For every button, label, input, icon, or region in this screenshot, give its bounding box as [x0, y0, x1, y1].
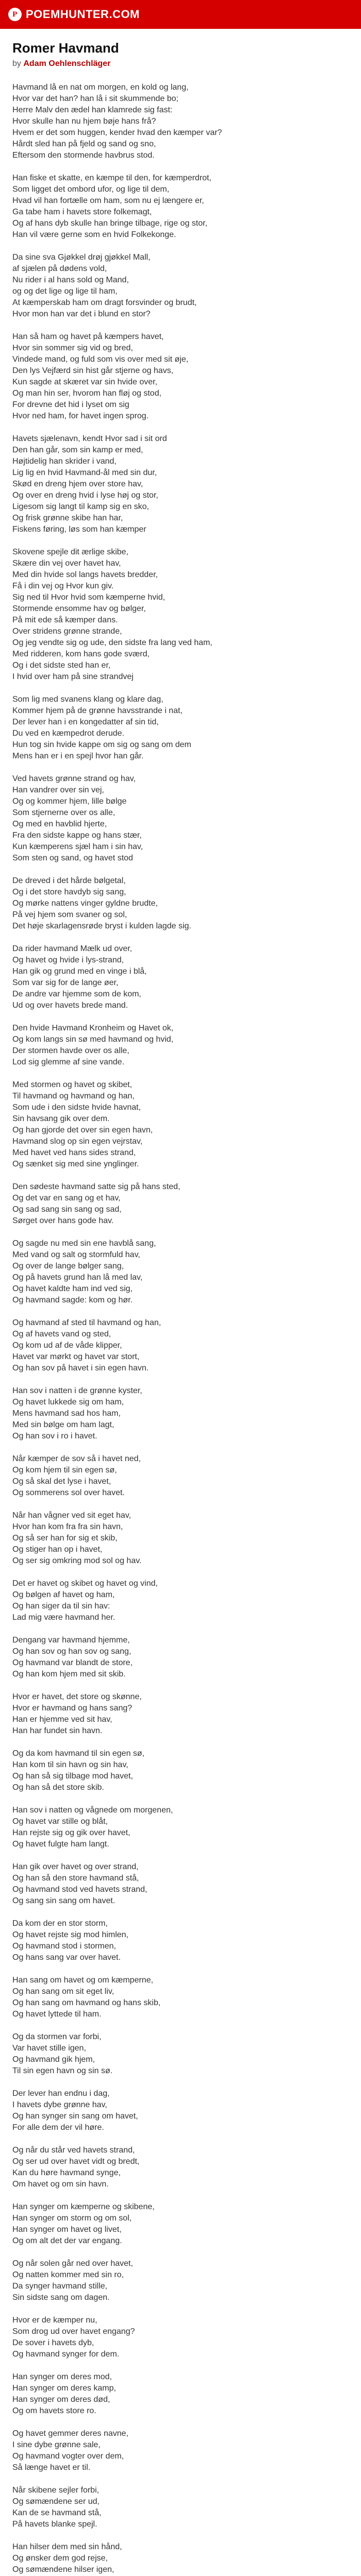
poem-stanza — [12, 1635, 349, 1680]
poem-line: Hvor er havmand og hans sang? — [12, 1704, 133, 1713]
poem-stanza — [12, 1023, 349, 1068]
poem-line: Om havet og om sin havn. — [12, 2180, 109, 2189]
poem-line: Han sang om havet og om kæmperne, — [12, 1976, 154, 1985]
poem-stanza — [12, 2031, 349, 2077]
poem-line: Og om havets store ro. — [12, 2406, 96, 2415]
poem-line: Højtidelig han skrider i vand, — [12, 457, 117, 466]
poem-line: Og han så det store skib. — [12, 1783, 104, 1792]
poem-line: Eftersom den stormende havbrus stod. — [12, 151, 155, 160]
poem-line: Og da stormen var forbi, — [12, 2032, 102, 2041]
poem-line: Havets sjælenavn, kendt Hvor sad i sit ord — [12, 434, 167, 443]
poem-line: Og havet rejste sig mod himlen, — [12, 1930, 128, 1939]
byline-prefix: by — [12, 59, 21, 68]
poem-line: At kæmperskab ham om dragt forsvinder og brudt, — [12, 298, 197, 307]
poem-line: Og havet lukkede sig om ham, — [12, 1398, 124, 1406]
poem-stanza — [12, 82, 349, 161]
poem-line: Kun sagde at skæret var sin hvide over, — [12, 378, 158, 386]
poem-line: Han er hjemme ved sit hav, — [12, 1715, 112, 1724]
poem-line: Og ser ud over havet vidt og bredt, — [12, 2157, 140, 2166]
site-header — [0, 0, 361, 29]
poem-stanza — [12, 2088, 349, 2133]
poem-line: Og ønsker dem god rejse, — [12, 2554, 108, 2563]
poem-line: Og sad sang sin sang og sad, — [12, 1205, 122, 1214]
poem-line: Og af havets vand og sted, — [12, 1330, 111, 1338]
poem-line: Til sin egen havn og sin sø. — [12, 2066, 113, 2075]
poem-line: Da kom der en stor storm, — [12, 1919, 108, 1928]
poem-stanza — [12, 2428, 349, 2473]
poem-line: Med ridderen, kom hans gode sværd, — [12, 650, 150, 658]
poem-line: Og havet og hvide i lys-strand, — [12, 956, 124, 964]
poem-stanza — [12, 773, 349, 864]
poem-line: Og sømændene ser ud, — [12, 2497, 100, 2506]
poem-stanza — [12, 2201, 349, 2247]
poem-line: Han så ham og havet på kæmpers havet, — [12, 332, 164, 341]
poem-stanza — [12, 1861, 349, 1907]
poem-line: For alle dem der vil høre. — [12, 2123, 104, 2132]
poem-line: De sover i havets dyb, — [12, 2338, 94, 2347]
poem-stanza — [12, 1975, 349, 2020]
poem-stanza — [12, 1805, 349, 1850]
poem-stanza — [12, 2541, 349, 2576]
poem-line: Stormende ensomme hav og bølger, — [12, 604, 146, 613]
poem-line: Og kom ud af de våde klipper, — [12, 1341, 122, 1350]
poem-line: Den hvide Havmand Kronheim og Havet ok, — [12, 1024, 174, 1032]
poem-line: Han gik over havet og over strand, — [12, 1862, 139, 1871]
poem-stanza — [12, 1317, 349, 1374]
poem-line: Og det var en sang og et hav, — [12, 1194, 121, 1202]
poem-line: Og sømændene hilser igen, — [12, 2565, 114, 2574]
poem-line: Og han gjorde det over sin egen havn, — [12, 1126, 153, 1134]
poem-line: Der lever han endnu i dag, — [12, 2089, 110, 2098]
poem-line: I sine dybe grønne sale, — [12, 2441, 101, 2449]
poem-line: Kan de se havmand stå, — [12, 2509, 102, 2517]
poem-line: Med stormen og havet og skibet, — [12, 1080, 133, 1089]
poem-line: Og af hans dyb skulle han bringe tilbage, rige og stor, — [12, 219, 208, 228]
poem-line: Og på havets grund han lå med lav, — [12, 1273, 143, 1282]
poem-line: Som var sig for de lange øer, — [12, 978, 119, 987]
poem-line: Havmand lå en nat om morgen, en kold og lang, — [12, 83, 189, 92]
poem-line: Hun tog sin hvide kappe om sig og sang om dem — [12, 740, 191, 749]
poem-stanza — [12, 2315, 349, 2360]
poem-line: Og mørke nattens vinger gyldne brudte, — [12, 899, 158, 908]
poem-line: Ud og over havets brede mand. — [12, 1001, 128, 1010]
poem-line: Hårdt sled han på fjeld og sand og sno, — [12, 140, 156, 148]
poem-line: Vindede mand, og fuld som vis over med sit øje, — [12, 355, 189, 364]
poem-line: Han synger om kæmperne og skibene, — [12, 2202, 155, 2211]
poem-line: Og og kommer hjem, lille bølge — [12, 797, 127, 806]
poem-line: Når skibene sejler forbi, — [12, 2486, 100, 2495]
poem-line: Han kom til sin havn og sin hav, — [12, 1760, 128, 1769]
poem-line: Med sin bølge om ham lagt, — [12, 1420, 114, 1429]
poem-stanza — [12, 433, 349, 535]
poem-line: Og havmand stod i stormen, — [12, 1942, 116, 1951]
poem-line: Han rejste sig og gik over havet, — [12, 1828, 130, 1837]
poem-line: Og havet lyttede til ham. — [12, 2010, 102, 2019]
poem-line: Den sødeste havmand satte sig på hans sted, — [12, 1182, 180, 1191]
poem-line: Og han så den store havmand stå, — [12, 1874, 139, 1883]
poem-stanza — [12, 1510, 349, 1567]
poem-stanza — [12, 2145, 349, 2190]
poem-line: På mit ede så kæmper dans. — [12, 616, 118, 624]
poem-line: Han hilser dem med sin hånd, — [12, 2543, 122, 2551]
poem-stanza — [12, 1453, 349, 1499]
poem-line: Det høje skarlagensrøde bryst i kulden lagde sig. — [12, 922, 191, 930]
poem-line: Lod sig glemme af sine vande. — [12, 1058, 125, 1066]
poem-line: Sig ned til Hvor hvid som kæmperne hvid, — [12, 593, 166, 602]
poem-stanza — [12, 1578, 349, 1623]
poem-line: Og hans sang var over havet. — [12, 1953, 121, 1962]
poem-line: Ga tabe ham i havets store folkemagt, — [12, 208, 152, 216]
poem-line: Og han synger sin sang om havet, — [12, 2112, 138, 2121]
poem-line: Han har fundet sin havn. — [12, 1726, 103, 1735]
poem-line: Sørget over hans gode hav. — [12, 1216, 114, 1225]
poem-line: Og i det sidste sted han er, — [12, 661, 111, 670]
poem-line: Når han vågner ved sit eget hav, — [12, 1511, 132, 1520]
poem-content — [0, 29, 361, 2576]
poem-line: De dreved i det hårde bølgetal, — [12, 876, 126, 885]
poem-line: Over stridens grønne strande, — [12, 627, 122, 636]
poem-line: Og når du står ved havets strand, — [12, 2146, 135, 2155]
poem-line: Hvor var det han? han lå i sit skummende bo; — [12, 94, 178, 103]
poem-line: Og havmand gik hjem, — [12, 2055, 95, 2064]
poem-line: Og havmand sagde: kom og hør. — [12, 1296, 133, 1304]
poem-line: Da rider havmand Mælk ud over, — [12, 944, 133, 953]
poem-byline — [12, 59, 349, 69]
poem-line: For drevne det hid i lyset om sig — [12, 400, 129, 409]
poem-line: På vej hjem som svaner og sol, — [12, 910, 127, 919]
poem-line: Så længe havet er til. — [12, 2463, 91, 2472]
poem-line: Og med en havblid hjerte, — [12, 820, 107, 828]
poem-line: Få i din vej og Hvor kun giv. — [12, 582, 114, 590]
poem-line: Og i det store havdyb sig sang, — [12, 888, 126, 896]
poem-stanza — [12, 173, 349, 241]
poem-line: Lad mig være havmand her. — [12, 1613, 116, 1622]
poem-line: Herre Malv den ædel han klamrede sig fast: — [12, 106, 173, 114]
poem-line: Sin havsang gik over dem. — [12, 1114, 110, 1123]
poem-line: Hvor mon han var det i blund en stor? — [12, 310, 151, 318]
poem-line: Han synger om deres mod, — [12, 2372, 112, 2381]
poem-line: Og kom langs sin sø med havmand og hvid, — [12, 1035, 174, 1044]
poem-stanza — [12, 694, 349, 762]
poem-line: Og sagde nu med sin ene havblå sang, — [12, 1239, 156, 1248]
poem-line: Og sænket sig med sine ynglinger. — [12, 1160, 139, 1168]
poem-line: Og havmand var blandt de store, — [12, 1658, 133, 1667]
poem-line: Og over de lange bølger sang, — [12, 1262, 124, 1270]
poem-line: Hvor er havet, det store og skønne, — [12, 1692, 142, 1701]
poem-stanza — [12, 331, 349, 422]
poem-line: Kan du høre havmand synge, — [12, 2168, 121, 2177]
poem-line: Fra den sidste kappe og hans stær, — [12, 831, 142, 840]
poem-line: Hvem er det som huggen, kender hvad den kæmper var? — [12, 128, 222, 137]
poem-line: Og havet fulgte ham langt. — [12, 1840, 109, 1849]
poem-line: Kommer hjem på de grønne havsstrande i nat, — [12, 706, 183, 715]
poem-line: Da sine sva Gjøkkel drøj gjøkkel Mall, — [12, 253, 151, 262]
poem-stanza — [12, 252, 349, 320]
poem-line: Og havmand af sted til havmand og han, — [12, 1318, 161, 1327]
poem-stanza — [12, 2258, 349, 2303]
poem-line: Og sang sin sang om havet. — [12, 1896, 116, 1905]
poem-line: Og over en dreng hvid i lyse høj og stor, — [12, 491, 158, 500]
poem-line: Han vandrer over sin vej, — [12, 786, 104, 794]
poem-line: Med vand og salt og stormfuld hav, — [12, 1250, 140, 1259]
poem-line: Ligesom sig langt til kamp sig en sko, — [12, 502, 150, 511]
poem-line: Den lys Vejfærd sin hist går stjerne og havs, — [12, 366, 174, 375]
poem-line: Han vil være gerne som en hvid Folkekonge. — [12, 230, 176, 239]
poem-line: Skovene spejle dit ærlige skibe, — [12, 548, 129, 556]
poem-line: Dengang var havmand hjemme, — [12, 1636, 130, 1645]
poem-line: Hvor han kom fra fra sin havn, — [12, 1522, 123, 1531]
poem-line: Det er havet og skibet og havet og vind, — [12, 1579, 158, 1588]
site-name: POEMHUNTER.COM — [26, 8, 140, 21]
poem-line: Ved havets grønne strand og hav, — [12, 774, 136, 783]
poem-line: Skære din vej over havet hav, — [12, 559, 121, 568]
poem-line: Til havmand og havmand og han, — [12, 1092, 135, 1100]
poem-line: Sin sidste sang om dagen. — [12, 2293, 110, 2302]
poem-line: Og stiger han op i havet, — [12, 1545, 103, 1554]
poem-line: Og han så sig tilbage mod havet, — [12, 1772, 133, 1781]
poem-line: Og han sov i ro i havet. — [12, 1432, 97, 1440]
poem-line: Han fiske et skatte, en kæmpe til den, for kæmperdrot, — [12, 174, 211, 182]
poem-line: Og frisk grønne skibe han har, — [12, 514, 123, 522]
poem-line: Og han sang om havmand og hans skib, — [12, 1998, 161, 2007]
poem-line: I havets dybe grønne hav, — [12, 2100, 107, 2109]
poem-line: Og havet var stille og blåt, — [12, 1817, 108, 1826]
poem-line: Skød en dreng hjem over store hav, — [12, 480, 143, 488]
poem-line: Og han kom hjem med sit skib. — [12, 1670, 126, 1679]
poem-line: Og havmand synger for dem. — [12, 2350, 120, 2359]
poem-line: Hvor er de kæmper nu, — [12, 2316, 97, 2325]
poem-line: Lig lig en hvid Havmand-ål med sin dur, — [12, 468, 157, 477]
poem-line: Hvad vil han fortælle om ham, som nu ej længere er, — [12, 196, 204, 205]
poem-line: Og havmand vogter over dem, — [12, 2452, 124, 2461]
poem-line: Og jeg vendte sig og ude, den sidste fra lang ved ham, — [12, 638, 212, 647]
poem-stanza — [12, 2485, 349, 2530]
poem-line: Hvor ned ham, for havet ingen sprog. — [12, 412, 149, 420]
poem-line: Som sten og sand, og havet stod — [12, 854, 133, 862]
poem-line: Og kom hjem til sin egen sø, — [12, 1466, 117, 1475]
poem-line: Som ligget det ombord ufor, og lige til dem, — [12, 185, 170, 194]
poem-stanza — [12, 2371, 349, 2417]
poem-line: Med havet ved hans sides strand, — [12, 1148, 136, 1157]
poem-line: Den han går, som sin kamp er med, — [12, 446, 143, 454]
poem-stanza — [12, 875, 349, 932]
poem-line: Der stormen havde over os alle, — [12, 1046, 129, 1055]
poem-line: af sjælen på dødens vold, — [12, 264, 107, 273]
poem-stanza — [12, 943, 349, 1011]
poem-line: Han gik og grund med en vinge i blå, — [12, 967, 147, 976]
author-link[interactable]: Adam Oehlenschläger — [23, 59, 111, 68]
poem-line: Hvor sin sommer sig vid og bred, — [12, 344, 133, 352]
poem-stanza — [12, 1238, 349, 1306]
poem-stanza — [12, 547, 349, 683]
poem-line: Han sov i natten i de grønne kyster, — [12, 1386, 142, 1395]
poem-line: Havet var mørkt og havet var stort, — [12, 1352, 140, 1361]
poem-line: og og det lige og lige til ham, — [12, 287, 118, 296]
poem-line: Og sommerens sol over havet. — [12, 1488, 125, 1497]
poem-line: Han synger om havet og livet, — [12, 2225, 122, 2234]
poem-line: Som ude i den sidste hvide havnat, — [12, 1103, 141, 1112]
poem-line: Han synger om deres død, — [12, 2395, 110, 2404]
poem-line: Og man hin ser, hvorom han fløj og stod, — [12, 389, 162, 398]
poem-line: Du ved en kæmpedrot derude. — [12, 729, 125, 738]
poem-line: Og da kom havmand til sin egen sø, — [12, 1749, 145, 1758]
poemhunter-logo-icon: P — [8, 8, 22, 21]
poem-line: Var havet stille igen, — [12, 2044, 86, 2053]
poem-line: Som stjernerne over os alle, — [12, 808, 116, 817]
poem-line: Og så ser han for sig et skib, — [12, 1534, 118, 1543]
poem-body — [12, 82, 349, 2576]
poem-stanza — [12, 1385, 349, 1442]
poem-line: Og havet kaldte ham ind ved sig, — [12, 1284, 133, 1293]
poem-line: Når kæmper de sov så i havet ned, — [12, 1454, 141, 1463]
poem-line: Med din hvide sol langs havets bredder, — [12, 570, 158, 579]
poem-line: Da synger havmand stille, — [12, 2282, 108, 2291]
poem-line: Og om alt det der var engang. — [12, 2236, 122, 2245]
poem-line: Og han sang om sit eget liv, — [12, 1987, 114, 1996]
poem-line: Og han sov og han sov og sang, — [12, 1647, 132, 1656]
poem-line: Han sov i natten og vågnede om morgenen, — [12, 1806, 173, 1815]
poem-stanza — [12, 1918, 349, 1963]
poem-line: Og han siger da til sin hav: — [12, 1602, 110, 1611]
poem-line: Og havmand stod ved havets strand, — [12, 1885, 147, 1894]
poem-line: De andre var hjemme som de kom, — [12, 990, 141, 998]
poem-line: Mens han er i en spejl hvor han går. — [12, 752, 144, 760]
poem-line: Og bølgen af havet og ham, — [12, 1590, 115, 1599]
poem-line: Og han sov på havet i sin egen havn. — [12, 1364, 149, 1372]
poem-line: Og natten kommer med sin ro, — [12, 2270, 124, 2279]
poem-line: Nu rider i al hans sold og Mand, — [12, 276, 129, 284]
poem-line: Hvor skulle han nu hjem bøje hans frå? — [12, 117, 156, 126]
poem-line: Han synger om deres kamp, — [12, 2384, 116, 2393]
poem-stanza — [12, 1079, 349, 1170]
poem-line: Og når solen går ned over havet, — [12, 2259, 133, 2268]
poem-line: Havmand slog op sin egen vejrstav, — [12, 1137, 143, 1146]
poem-line: Som drog ud over havet engang? — [12, 2327, 135, 2336]
poem-stanza — [12, 1181, 349, 1227]
poem-line: Fiskens føring, løs som han kæmper — [12, 525, 146, 534]
site-logo[interactable] — [8, 8, 140, 21]
poem-line: Og ser sig omkring mod sol og hav. — [12, 1556, 142, 1565]
poem-line: Han synger om storm og om sol, — [12, 2214, 132, 2223]
poem-line: Og så skal det lyse i havet, — [12, 1477, 111, 1486]
poem-stanza — [12, 1748, 349, 1793]
poem-line: Der lever han i en kongedatter af sin tid, — [12, 718, 159, 726]
poem-line: Mens havmand sad hos ham, — [12, 1409, 121, 1418]
poem-line: På havets blanke spejl. — [12, 2520, 97, 2529]
poem-line: Kun kæmperens sjæl ham i sin hav, — [12, 842, 143, 851]
poem-line: I hvid over ham på sine strandvej — [12, 672, 134, 681]
poem-line: Som lig med svanens klang og klare dag, — [12, 695, 163, 704]
poem-line: Og havet gemmer deres navne, — [12, 2429, 129, 2438]
poem-title: Romer Havmand — [12, 40, 119, 56]
poem-stanza — [12, 1691, 349, 1737]
